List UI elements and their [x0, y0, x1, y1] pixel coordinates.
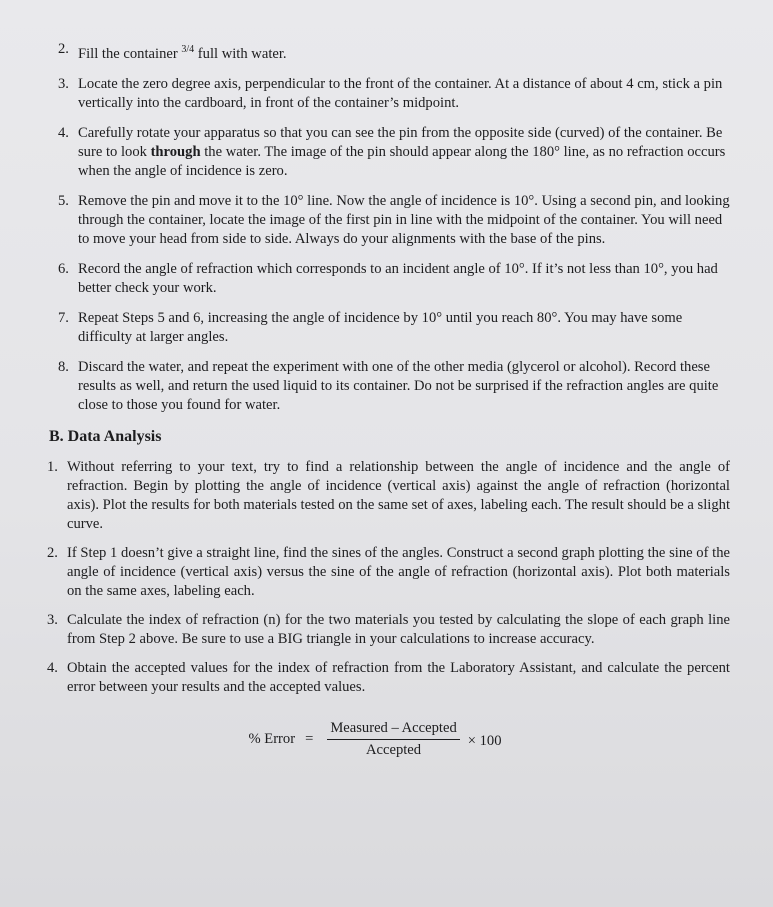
formula-multiplier: × 100: [467, 732, 502, 749]
formula-fraction: [327, 719, 459, 760]
analysis-text: If Step 1 doesn’t give a straight line, find the sines of the angles. Construct a second graph plotting the sine of the angle of incidence (vertical axis) versus the sine of the angle of refraction (horizontal axis). Plot both materials on the same axes, labeling each.: [67, 544, 730, 599]
data-analysis-steps: [40, 458, 730, 697]
step-fraction: 3/4: [181, 44, 195, 55]
procedure-step: [40, 260, 730, 298]
formula-lhs: % Error: [248, 730, 296, 747]
analysis-text: Obtain the accepted values for the index of refraction from the Laboratory Assistant, and calculate the percent error between your results and the accepted values.: [67, 659, 730, 695]
analysis-text: Without referring to your text, try to find a relationship between the angle of incidence and the angle of refraction. Begin by plotting the angle of incidence (vertical axis) against the angle of refraction (horizontal axis). Plot the results for both materials tested on the same set of axes, labeling each. The result should be a slight curve.: [67, 458, 730, 532]
analysis-step: [40, 659, 730, 697]
step-text: Record the angle of refraction which corresponds to an incident angle of 10°. If it’s not less than 10°, you had better check your work.: [78, 260, 718, 296]
procedure-step: [40, 124, 730, 181]
step-text: Locate the zero degree axis, perpendicular to the front of the container. At a distance of about 4 cm, stick a pin vertically into the cardboard, in front of the container’s midpoint.: [78, 75, 723, 111]
formula-denominator: Accepted: [365, 741, 422, 758]
step-text: Fill the container: [78, 45, 182, 62]
step-text: Carefully rotate your apparatus so that you can see the pin from the opposite side (curved) of the container. Be sure to look: [78, 124, 723, 160]
step-text: through: [150, 143, 201, 160]
step-text: Remove the pin and move it to the 10° line. Now the angle of incidence is 10°. Using a second pin, and looking through the container, locate the image of the first pin in line with the midpoint of the container. You will need to move your head from side to side. Always do your alignments with the base of the pins.: [78, 192, 730, 247]
step-number: 3.: [58, 75, 69, 92]
section-heading: B. Data Analysis: [49, 427, 162, 445]
step-text: the water. The image of the pin should appear along the 180° line, as no refraction occurs when the angle of incidence is zero.: [78, 143, 726, 179]
analysis-step: [40, 544, 730, 601]
step-number: 8.: [58, 358, 69, 375]
procedure-step: [40, 40, 730, 64]
step-text: Repeat Steps 5 and 6, increasing the angle of incidence by 10° until you reach 80°. You may have some difficulty at larger angles.: [78, 309, 683, 345]
analysis-text: Calculate the index of refraction (n) for the two materials you tested by calculating the slope of each graph line from Step 2 above. Be sure to use a BIG triangle in your calculations to increase accuracy.: [67, 611, 730, 647]
formula-equals: =: [305, 730, 314, 747]
step-number: 6.: [58, 260, 69, 277]
percent-error-formula: [20, 719, 730, 760]
analysis-step: [40, 611, 730, 649]
procedure-step: [40, 75, 730, 113]
step-text: full with water.: [194, 45, 287, 62]
lab-procedure-page: [40, 40, 730, 760]
step-number: 7.: [58, 309, 69, 326]
formula-numerator: Measured – Accepted: [327, 719, 459, 740]
procedure-step: [40, 309, 730, 347]
procedure-step: [40, 358, 730, 415]
procedure-steps: [40, 40, 730, 415]
step-text: Discard the water, and repeat the experiment with one of the other media (glycerol or alcohol). Record these results as well, and return the used liquid to its container. Do not be surprised if the refraction angles are quite close to those you found for water.: [78, 358, 719, 413]
analysis-step: [40, 458, 730, 534]
analysis-number: 2.: [47, 544, 58, 561]
analysis-number: 4.: [47, 659, 58, 676]
step-number: 5.: [58, 192, 69, 209]
procedure-step: [40, 192, 730, 249]
analysis-number: 3.: [47, 611, 58, 628]
step-number: 4.: [58, 124, 69, 141]
step-number: 2.: [58, 41, 69, 57]
analysis-number: 1.: [47, 458, 58, 475]
